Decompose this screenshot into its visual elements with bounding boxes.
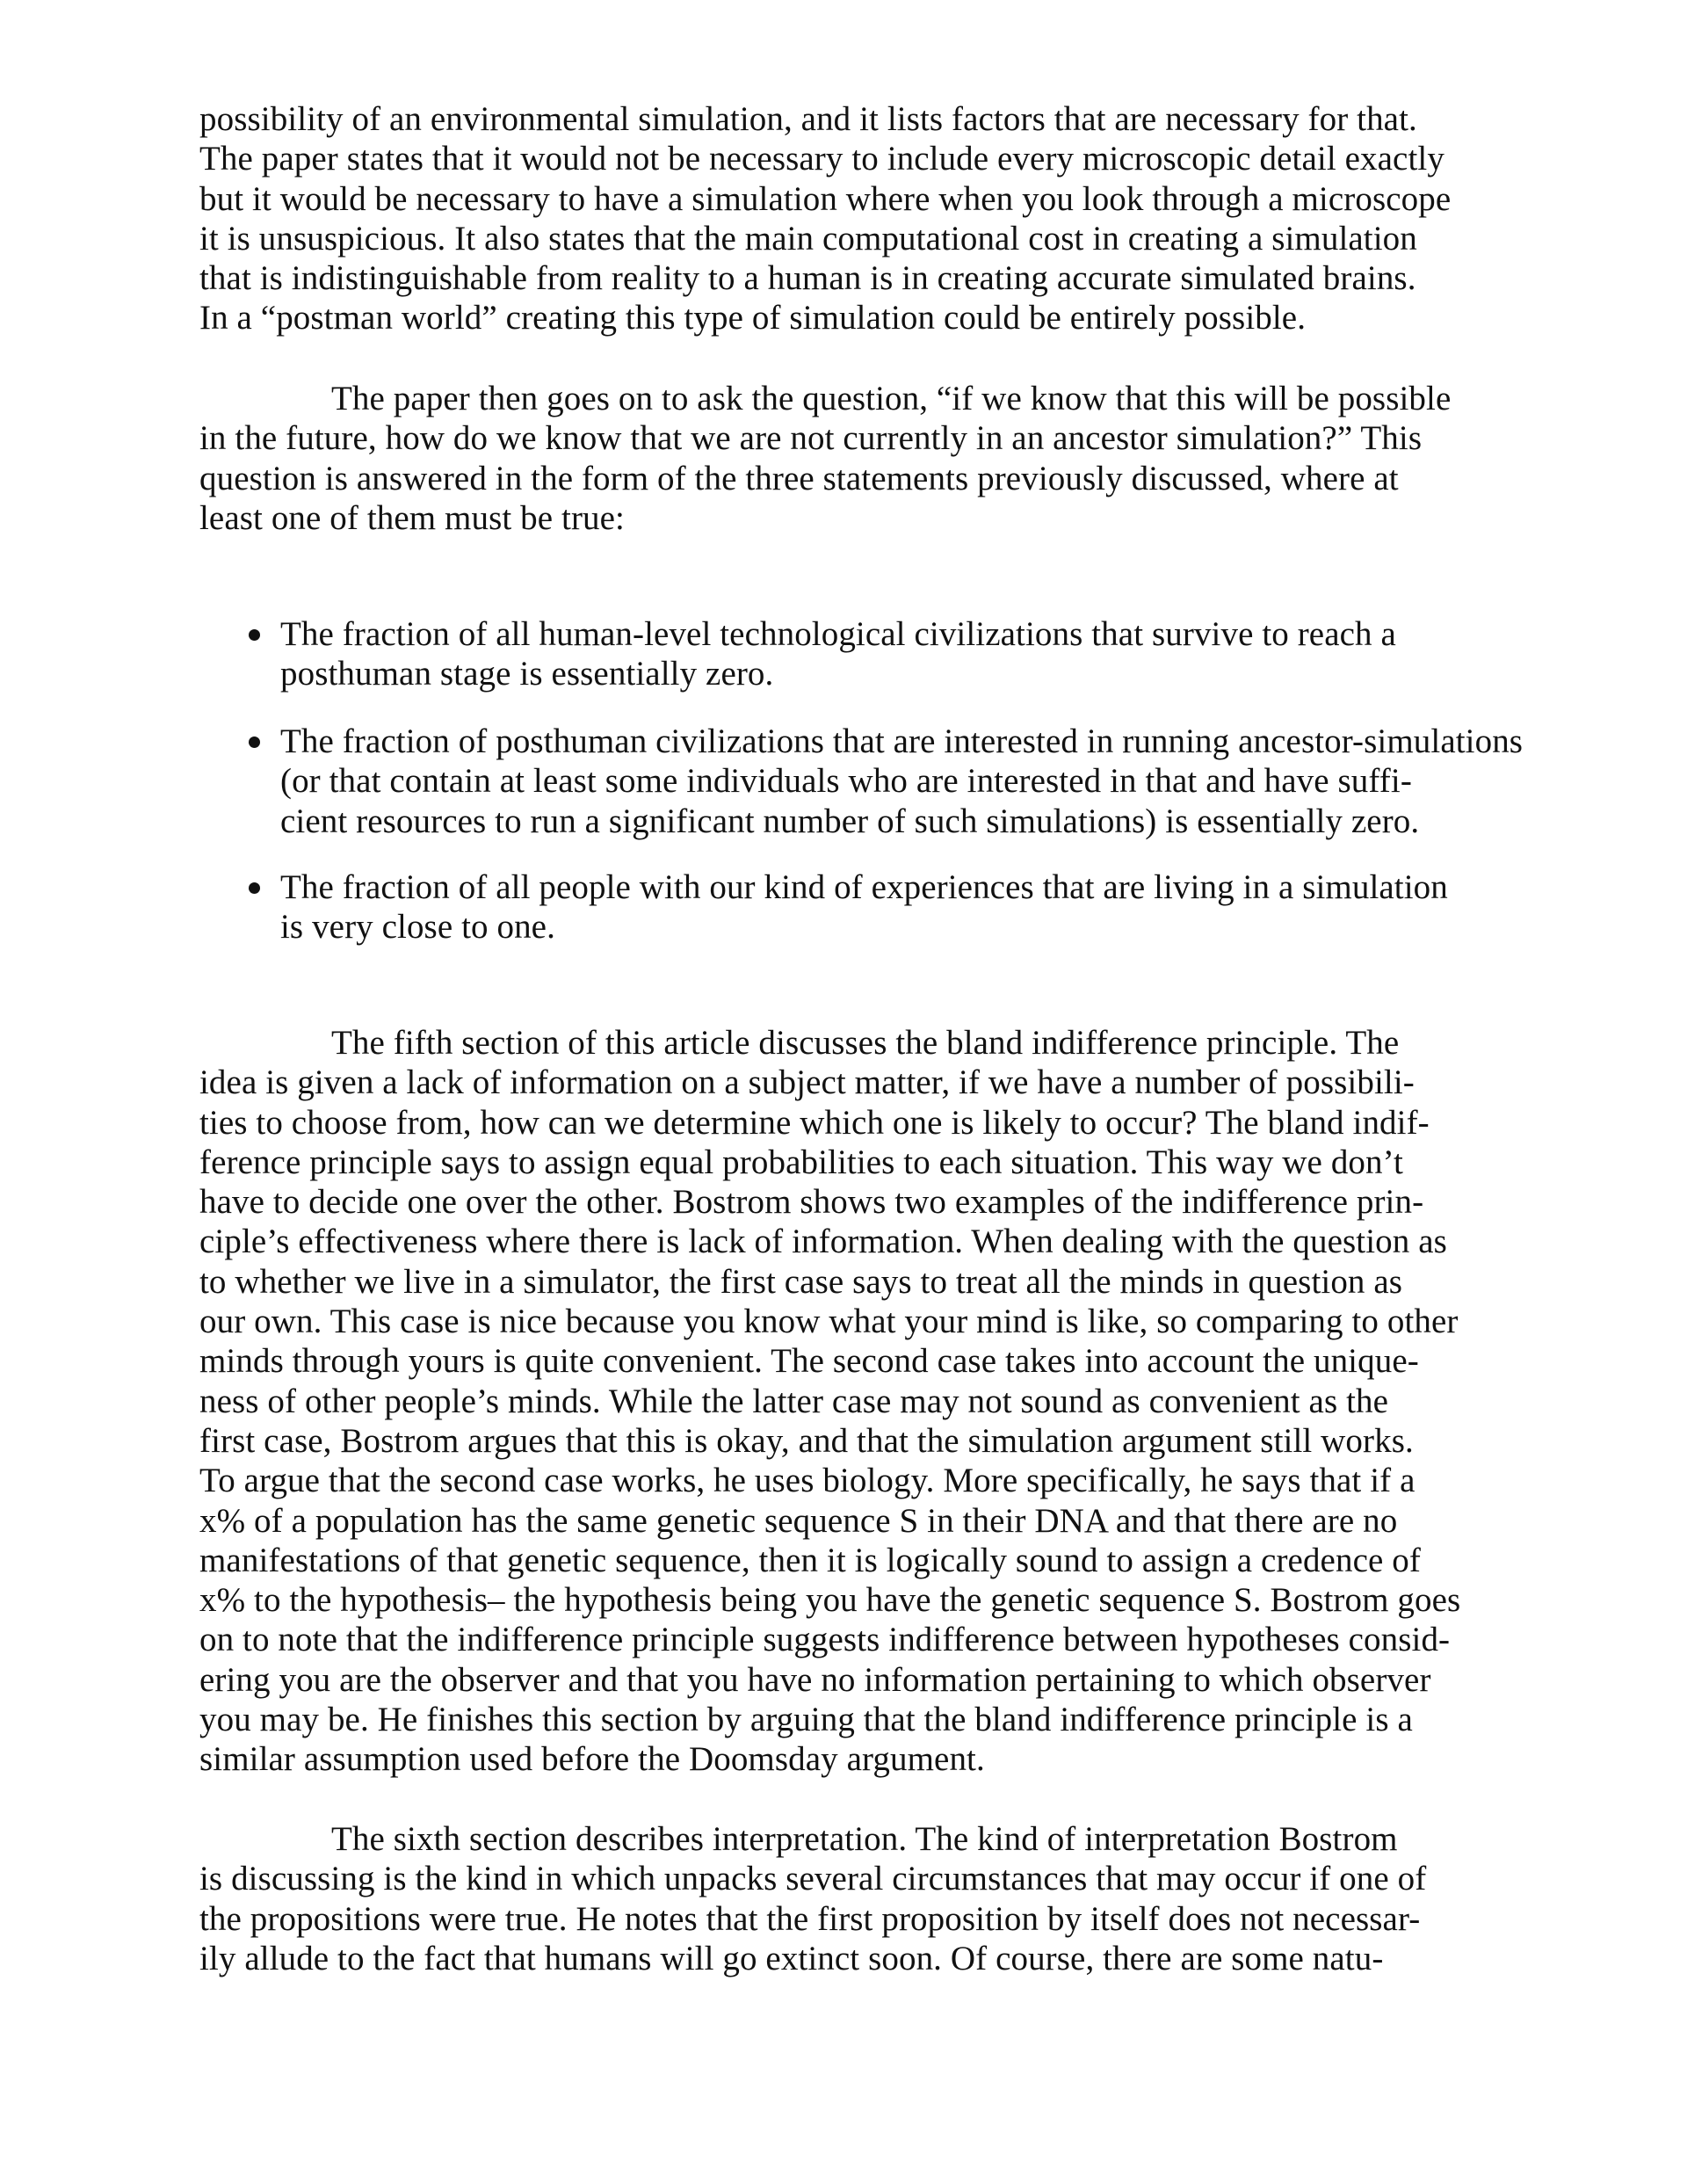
text-line: on to note that the indifference principle suggests indifference between hypotheses consid- [199, 1621, 1451, 1659]
text-line: The fraction of all people with our kind of experiences that are living in a simulation [280, 868, 1448, 906]
text-line: that is indistinguishable from reality to a human is in creating accurate simulated brains. [199, 259, 1416, 298]
text-line: In a “postman world” creating this type of simulation could be entirely possible. [199, 299, 1307, 337]
text-line: The fifth section of this article discusses the bland indifference principle. The [331, 1024, 1400, 1062]
text-line: similar assumption used before the Doomsday argument. [199, 1740, 985, 1779]
text-line: possibility of an environmental simulation, and it lists factors that are necessary for that. [199, 100, 1417, 138]
text-line: posthuman stage is essentially zero. [280, 655, 774, 693]
text-line: least one of them must be true: [199, 498, 625, 537]
text-line: the propositions were true. He notes that the first proposition by itself does not necessar- [199, 1899, 1421, 1938]
text-line: in the future, how do we know that we are not currently in an ancestor simulation?” This [199, 419, 1423, 458]
text-line: first case, Bostrom argues that this is okay, and that the simulation argument still works. [199, 1421, 1414, 1460]
text-line: manifestations of that genetic sequence, then it is logically sound to assign a credence of [199, 1541, 1421, 1579]
text-line: question is answered in the form of the three statements previously discussed, where at [199, 459, 1399, 497]
text-line: have to decide one over the other. Bostrom shows two examples of the indifference prin- [199, 1183, 1424, 1222]
text-line: our own. This case is nice because you know what your mind is like, so comparing to other [199, 1302, 1459, 1341]
text-line: The fraction of all human-level technological civilizations that survive to reach a [280, 615, 1396, 653]
text-line: The sixth section describes interpretation. The kind of interpretation Bostrom [331, 1820, 1398, 1858]
text-line: The paper then goes on to ask the question, “if we know that this will be possible [331, 380, 1452, 417]
text-line: it is unsuspicious. It also states that the main computational cost in creating a simulation [199, 219, 1417, 258]
text-line: is very close to one. [280, 908, 555, 947]
text-line: ference principle says to assign equal probabilities to each situation. This way we don’t [199, 1143, 1403, 1181]
text-line: (or that contain at least some individuals who are interested in that and have suffi- [280, 762, 1412, 801]
text-line: To argue that the second case works, he uses biology. More specifically, he says that if a [199, 1462, 1415, 1500]
paragraph-fifth-section-bland-indifference [199, 1023, 1570, 1780]
text-line: idea is given a lack of information on a subject matter, if we have a number of possibili- [199, 1063, 1415, 1102]
text-line: is discussing is the kind in which unpacks several circumstances that may occur if one of [199, 1860, 1427, 1898]
text-line: minds through yours is quite convenient. The second case takes into account the unique- [199, 1342, 1419, 1381]
bullet-icon [249, 736, 260, 748]
text-line: The fraction of posthuman civilizations that are interested in running ancestor-simulations [280, 722, 1524, 760]
paragraph-sixth-section-interpretation [199, 1819, 1570, 1978]
text-line: x% to the hypothesis– the hypothesis being you have the genetic sequence S. Bostrom goes [199, 1581, 1461, 1620]
bullet-icon [249, 629, 260, 641]
text-line: to whether we live in a simulator, the first case says to treat all the minds in question as [199, 1262, 1403, 1301]
text-line: but it would be necessary to have a simulation where when you look through a microscope [199, 179, 1452, 218]
text-line: ering you are the observer and that you have no information pertaining to which observer [199, 1660, 1431, 1699]
paragraph-ancestor-simulation-question [199, 379, 1570, 538]
paragraph-environmental-simulation [199, 99, 1570, 338]
text-line: you may be. He finishes this section by arguing that the bland indifference principle is a [199, 1701, 1413, 1739]
text-line: cient resources to run a significant number of such simulations) is essentially zero. [280, 802, 1420, 840]
text-line: ties to choose from, how can we determine which one is likely to occur? The bland indif- [199, 1103, 1430, 1142]
text-line: ily allude to the fact that humans will go extinct soon. Of course, there are some natu- [199, 1939, 1384, 1977]
text-line: x% of a population has the same genetic sequence S in their DNA and that there are no [199, 1501, 1398, 1540]
text-line: ciple’s effectiveness where there is lack of information. When dealing with the question as [199, 1223, 1447, 1261]
text-line: The paper states that it would not be necessary to include every microscopic detail exactly [199, 140, 1444, 178]
bullet-icon [249, 882, 260, 894]
text-line: ness of other people’s minds. While the latter case may not sound as convenient as the [199, 1382, 1389, 1420]
